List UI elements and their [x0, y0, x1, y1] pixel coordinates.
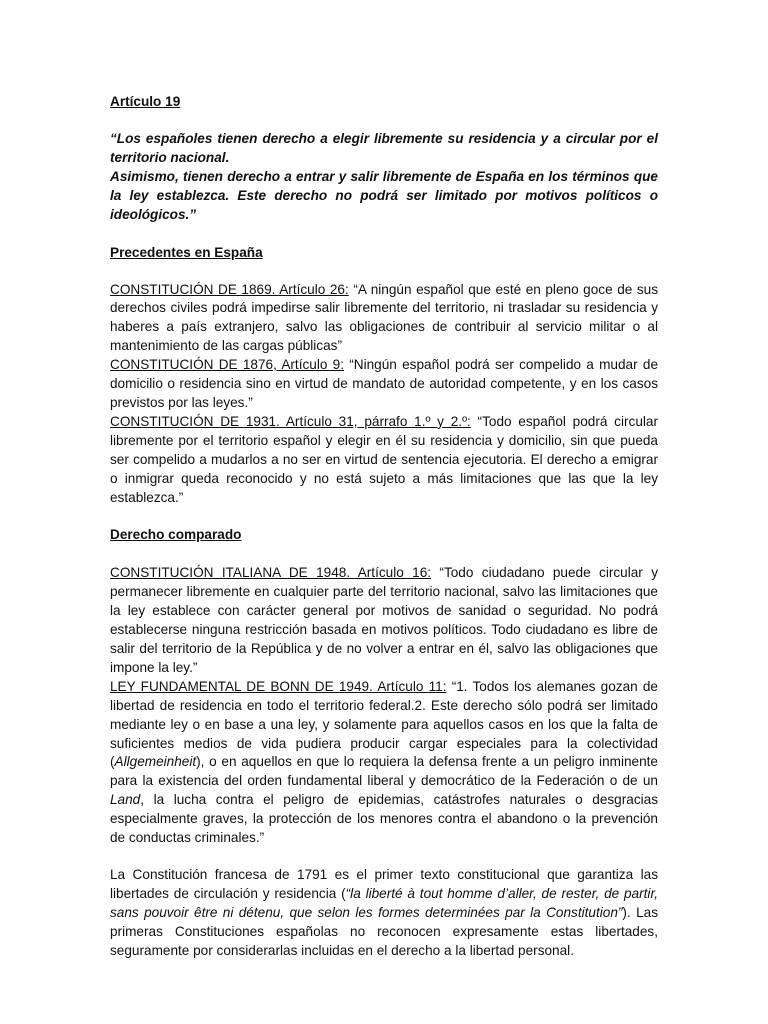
- francesa-paragraph: [110, 866, 658, 961]
- comparado-bonn-text-1: “1. Todos los alemanes gozan de libertad de residencia en todo el territorio federal.2. Este derecho sólo podrá ser limitado mediante ley o en base a una ley, y solamente para aquellos casos en los que la falta de suficientes medios de vida pudiera producir cargar especiales para la colectividad (: [110, 678, 658, 770]
- precedente-1869: [110, 281, 658, 357]
- precedentes-heading: Precedentes en España: [110, 244, 263, 260]
- precedente-1931-text: “Todo español podrá circular libremente por el territorio español y elegir en él su residencia y domicilio, sin que pueda ser compelido a mudarlos a no ser en virtud de sentencia ejecutoria. El derecho a emigrar o inmigrar queda reconocido y no está sujeto a más limitaciones que las que la ley establezca.”: [110, 413, 658, 505]
- precedente-1869-text: “A ningún español que esté en pleno goce de sus derechos civiles podrá impedirse salir libremente del territorio, ni trasladar su residencia y haberes a país extranjero, salvo las obligaciones de contribuir al servicio militar o al mantenimiento de las cargas públicas”: [110, 281, 659, 354]
- comparado-bonn-lead: LEY FUNDAMENTAL DE BONN DE 1949. Artículo 11:: [110, 678, 447, 694]
- precedente-1931-lead: CONSTITUCIÓN DE 1931. Artículo 31, párrafo 1.º y 2.º:: [110, 413, 471, 429]
- comparado-italiana-lead: CONSTITUCIÓN ITALIANA DE 1948. Artículo 16:: [110, 565, 432, 581]
- precedente-1869-lead: CONSTITUCIÓN DE 1869. Artículo 26:: [110, 281, 349, 297]
- comparado-heading: Derecho comparado: [110, 527, 242, 543]
- article-quote-paragraph-2: Asimismo, tienen derecho a entrar y salir libremente de España en los términos que la ley establezca. Este derecho no podrá ser limitado por motivos políticos o ideológicos.”: [110, 168, 658, 222]
- precedente-1876-text: “Ningún español podrá ser compelido a mudar de domicilio o residencia sino en virtud de mandato de autoridad competente, y en los casos previstos por las leyes.”: [110, 357, 659, 410]
- francesa-text-2: ). Las primeras Constituciones españolas no reconocen expresamente estas libertades, seguramente por considerarlas incluidas en el derecho a la libertad personal.: [110, 904, 658, 958]
- comparado-italiana-text: “Todo ciudadano puede circular y permanecer libremente en cualquier parte del territorio nacional, salvo las limitaciones que la ley establece con carácter general por motivos de sanidad o seguridad. No podrá establecerse ninguna restricción basada en motivos políticos. Todo ciudadano es libre de salir del territorio de la República y de no volver a entrar en él, salvo las obligaciones que impone la ley.”: [110, 565, 658, 675]
- comparado-bonn: [110, 678, 658, 848]
- comparado-bonn-italic-1: Allgemeinheit: [114, 754, 197, 770]
- precedente-1876-lead: CONSTITUCIÓN DE 1876, Artículo 9:: [110, 357, 345, 373]
- precedente-1876: [110, 356, 658, 413]
- article-quote-paragraph-1: “Los españoles tienen derecho a elegir libremente su residencia y a circular por el territorio nacional.: [110, 131, 658, 165]
- comparado-bonn-text-3: , la lucha contra el peligro de epidemias, catástrofes naturales o desgracias especialmente graves, la protección de los menores contra el abandono o la prevención de conductas criminales.”: [110, 792, 658, 846]
- francesa-italic-quote: “la liberté à tout homme d’aller, de rester, de partir, sans pouvoir être ni détenu, que selon les formes determinées par la Constitution”: [110, 885, 658, 920]
- precedente-1931: [110, 413, 658, 508]
- article-heading: Artículo 19: [110, 94, 181, 109]
- francesa-text-1: La Constitución francesa de 1791 es el primer texto constitucional que garantiza las libertades de circulación y residencia (: [110, 867, 658, 901]
- comparado-bonn-italic-2: Land: [110, 792, 141, 808]
- comparado-italiana: [110, 564, 658, 677]
- comparado-bonn-text-2: ), o en aquellos en que lo requiera la defensa frente a un peligro inminente para la existencia del orden fundamental liberal y democrático de la Federación o de un: [110, 754, 658, 789]
